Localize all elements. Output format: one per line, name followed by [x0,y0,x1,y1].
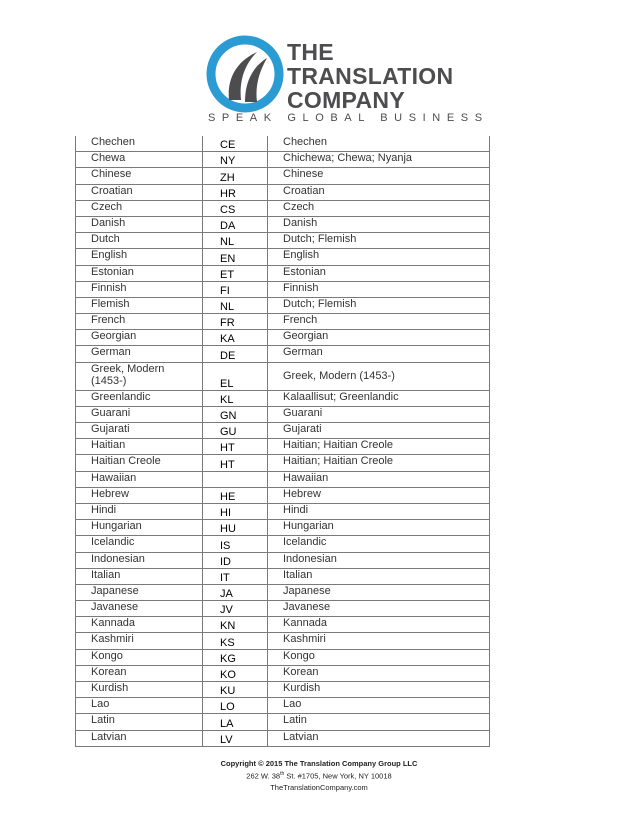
language-full-name-cell: Kongo [268,649,490,665]
language-name-cell: French [76,314,203,330]
language-full-name-cell: Japanese [268,584,490,600]
table-row [76,330,490,346]
copyright-text: Copyright © 2015 The Translation Company Group LLC [220,759,418,768]
language-name-cell: Javanese [76,601,203,617]
language-name-cell: Korean [76,665,203,681]
table-row [76,216,490,232]
language-code-cell: HT [203,439,268,455]
table-row [76,714,490,730]
language-name-cell: Indonesian [76,552,203,568]
table-row [76,520,490,536]
language-code-cell: KG [203,649,268,665]
language-name-cell: Greenlandic [76,390,203,406]
table-row [76,362,490,390]
table-row [76,471,490,487]
language-code-cell: KS [203,633,268,649]
language-full-name-cell: Korean [268,665,490,681]
language-full-name-cell: Estonian [268,265,490,281]
table-row [76,487,490,503]
table-row [76,233,490,249]
language-code-cell: KA [203,330,268,346]
language-full-name-cell: Javanese [268,601,490,617]
language-full-name-cell: Latin [268,714,490,730]
table-row [76,136,490,152]
language-full-name-cell: Georgian [268,330,490,346]
language-full-name-cell: English [268,249,490,265]
language-name-cell: Kurdish [76,682,203,698]
language-name-cell: Hungarian [76,520,203,536]
language-full-name-cell: Hungarian [268,520,490,536]
language-name-cell: Kashmiri [76,633,203,649]
table-row [76,730,490,746]
language-full-name-cell: Kashmiri [268,633,490,649]
table-row [76,617,490,633]
table-row [76,698,490,714]
language-name-cell: English [76,249,203,265]
language-code-cell: DE [203,346,268,362]
table-row [76,200,490,216]
table-row [76,601,490,617]
language-name-cell: Chewa [76,152,203,168]
table-row [76,249,490,265]
table-row [76,536,490,552]
language-full-name-cell: Kalaallisut; Greenlandic [268,390,490,406]
language-name-cell: Croatian [76,184,203,200]
language-full-name-cell: Czech [268,200,490,216]
table-row [76,455,490,471]
language-code-cell: ET [203,265,268,281]
language-name-cell: Georgian [76,330,203,346]
language-code-cell: EN [203,249,268,265]
language-full-name-cell: Finnish [268,281,490,297]
language-name-cell: Hindi [76,503,203,519]
language-code-cell: HI [203,503,268,519]
language-code-cell: HR [203,184,268,200]
table-row [76,152,490,168]
table-row [76,439,490,455]
language-name-cell: Kannada [76,617,203,633]
address-suffix: th [280,771,285,777]
language-full-name-cell: Lao [268,698,490,714]
address-text [0,769,638,782]
language-name-cell: Greek, Modern (1453-) [76,362,203,390]
language-full-name-cell: Kannada [268,617,490,633]
address-street: 262 W. 38 [246,771,281,781]
language-full-name-cell: Dutch; Flemish [268,297,490,313]
language-full-name-cell: Chichewa; Chewa; Nyanja [268,152,490,168]
language-code-cell: JV [203,601,268,617]
language-full-name-cell: Haitian; Haitian Creole [268,439,490,455]
language-code-cell: ID [203,552,268,568]
language-code-cell: KO [203,665,268,681]
language-name-cell: Haitian Creole [76,455,203,471]
table-row [76,423,490,439]
language-full-name-cell: Chechen [268,136,490,152]
table-row [76,665,490,681]
language-code-cell: HU [203,520,268,536]
table-row [76,584,490,600]
language-code-cell: NL [203,233,268,249]
language-full-name-cell: Greek, Modern (1453-) [268,362,490,390]
language-code-cell: LV [203,730,268,746]
language-name-cell: Italian [76,568,203,584]
table-row [76,314,490,330]
language-code-cell: JA [203,584,268,600]
language-name-cell: Japanese [76,584,203,600]
language-full-name-cell: German [268,346,490,362]
language-full-name-cell: Danish [268,216,490,232]
language-name-cell: Icelandic [76,536,203,552]
logo-wordmark [287,40,453,112]
language-full-name-cell: Guarani [268,406,490,422]
table-row [76,168,490,184]
table-row [76,568,490,584]
language-name-cell: Finnish [76,281,203,297]
language-name-cell: Lao [76,698,203,714]
table-body [76,136,490,746]
language-code-cell: KU [203,682,268,698]
language-code-cell: NL [203,297,268,313]
language-code-cell: FR [203,314,268,330]
language-code-cell: CE [203,136,268,152]
language-code-cell: FI [203,281,268,297]
logo-line-1: THE [287,39,334,65]
language-name-cell: Latvian [76,730,203,746]
table-row [76,297,490,313]
company-logo [205,34,465,114]
table-row [76,649,490,665]
language-code-cell: GN [203,406,268,422]
language-name-cell: Haitian [76,439,203,455]
language-full-name-cell: Hindi [268,503,490,519]
language-code-table [75,136,490,747]
language-name-cell: Gujarati [76,423,203,439]
language-name-cell: Chechen [76,136,203,152]
language-code-cell: CS [203,200,268,216]
language-code-cell: LO [203,698,268,714]
language-code-cell: ZH [203,168,268,184]
language-name-cell: Chinese [76,168,203,184]
language-full-name-cell: Croatian [268,184,490,200]
language-full-name-cell: Latvian [268,730,490,746]
language-code-cell [203,471,268,487]
table-row [76,184,490,200]
language-code-cell: IS [203,536,268,552]
language-name-cell: Kongo [76,649,203,665]
language-code-cell: KL [203,390,268,406]
language-code-cell: GU [203,423,268,439]
language-code-cell: IT [203,568,268,584]
table-row [76,265,490,281]
language-full-name-cell: French [268,314,490,330]
table-row [76,281,490,297]
language-name-cell: Hawaiian [76,471,203,487]
language-name-cell: Guarani [76,406,203,422]
language-code-cell: NY [203,152,268,168]
language-full-name-cell: Italian [268,568,490,584]
language-code-cell: LA [203,714,268,730]
table-row [76,390,490,406]
logo-line-3: COMPANY [287,87,405,113]
language-name-cell: Flemish [76,297,203,313]
language-name-cell: Danish [76,216,203,232]
table-row [76,346,490,362]
language-name-cell: Czech [76,200,203,216]
table-row [76,503,490,519]
language-code-cell: DA [203,216,268,232]
table-row [76,682,490,698]
language-code-cell: EL [203,362,268,390]
address-city: St. #1705, New York, NY 10018 [284,771,392,781]
logo-line-2: TRANSLATION [287,63,454,89]
table-row [76,406,490,422]
language-name-cell: Dutch [76,233,203,249]
website-link[interactable]: TheTranslationCompany.com [270,782,368,792]
language-name-cell: Latin [76,714,203,730]
language-full-name-cell: Gujarati [268,423,490,439]
language-code-cell: HE [203,487,268,503]
language-code-cell: KN [203,617,268,633]
language-full-name-cell: Kurdish [268,682,490,698]
logo-mark-icon [205,34,285,114]
page-footer [0,758,638,793]
language-full-name-cell: Dutch; Flemish [268,233,490,249]
language-name-cell: Estonian [76,265,203,281]
language-name-cell: Hebrew [76,487,203,503]
table-row [76,552,490,568]
table-row [76,633,490,649]
tagline: SPEAK GLOBAL BUSINESS [208,112,489,124]
language-code-cell: HT [203,455,268,471]
language-full-name-cell: Icelandic [268,536,490,552]
language-full-name-cell: Hawaiian [268,471,490,487]
language-name-cell: German [76,346,203,362]
language-full-name-cell: Haitian; Haitian Creole [268,455,490,471]
language-full-name-cell: Indonesian [268,552,490,568]
language-full-name-cell: Hebrew [268,487,490,503]
language-full-name-cell: Chinese [268,168,490,184]
